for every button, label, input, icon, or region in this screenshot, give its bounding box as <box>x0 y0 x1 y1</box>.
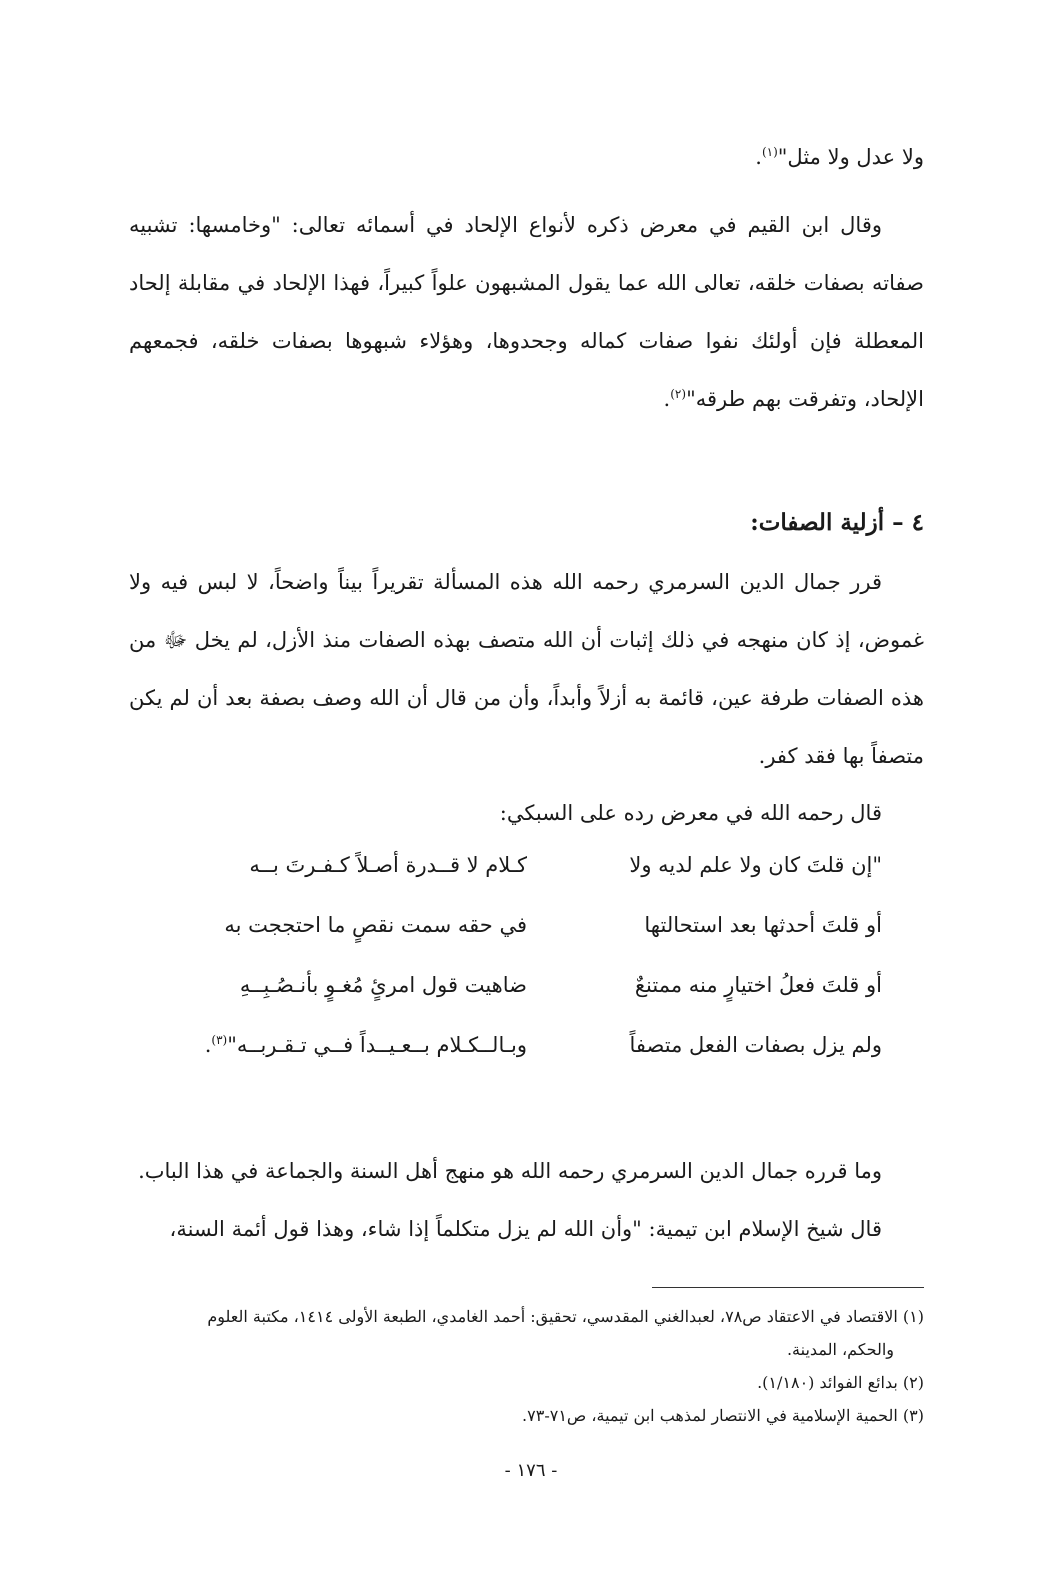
verse-end: . <box>204 1033 212 1057</box>
section-heading: ٤ – أزلية الصفات: <box>750 509 924 536</box>
paragraph-ibn-qayyim <box>129 196 924 428</box>
verse-second-hemistich: كـلام لا قــدرة أصـلاً كـفـرتَ بــه <box>249 853 527 877</box>
footnote-separator <box>652 1287 924 1288</box>
footnotes-section <box>129 1300 924 1432</box>
verse-text: وبـالــكـلام بــعـيــداً فــي تـقـربــه" <box>227 1033 527 1057</box>
footnote-2: (٢) بدائع الفوائد (١/١٨٠). <box>757 1373 924 1392</box>
verse-first-hemistich: ولم يزل بصفات الفعل متصفاً <box>629 1033 882 1057</box>
paragraph-1-end: . <box>755 145 762 169</box>
poem-verse <box>182 835 882 895</box>
verse-second-hemistich <box>182 1033 547 1057</box>
closing-paragraphs <box>129 1142 924 1258</box>
paragraph-2-text: وقال ابن القيم في معرض ذكره لأنواع الإلحاد في أسمائه تعالى: "وخامسها: تشبيه صفاته بصفات خلقه، تعالى الله عما يقول المشبهون علواً كبيراً، فهذا الإلحاد في مقابلة إلحاد المعطلة فإن أولئك نفوا صفات كماله وجحدوها، وهؤلاء شبهوها بصفات خلقه، فجمعهم الإلحاد، وتفرقت بهم طرقه" <box>129 213 924 411</box>
footnote-1-continuation: والحكم، المدينة. <box>786 1340 894 1359</box>
paragraph-1-text: ولا عدل ولا مثل" <box>777 145 924 169</box>
poem-block <box>182 835 882 1075</box>
verse-second-hemistich: في حقه سمت نقصٍ ما احتججت به <box>224 913 527 937</box>
poem-introduction: قال رحمه الله في معرض رده على السبكي: <box>499 801 882 825</box>
poem-verse <box>182 955 882 1015</box>
poem-verse <box>182 895 882 955</box>
poem-verse <box>182 1015 882 1075</box>
footnote-3: (٣) الحمية الإسلامية في الانتصار لمذهب ابن تيمية، ص٧١-٧٣. <box>522 1406 924 1425</box>
paragraph-4-text: وما قرره جمال الدين السرمري رحمه الله هو منهج أهل السنة والجماعة في هذا الباب. <box>138 1159 882 1183</box>
footnote-1: (١) الاقتصاد في الاعتقاد ص٧٨، لعبدالغني المقدسي، تحقيق: أحمد الغامدي، الطبعة الأولى ١٤١٤، مكتبة العلوم <box>207 1307 924 1326</box>
paragraph-azaliyya <box>129 553 924 785</box>
page-number: - ١٧٦ - <box>504 1460 558 1481</box>
verse-first-hemistich: "إن قلتَ كان ولا علم لديه ولا <box>629 853 882 877</box>
paragraph-3-text: قرر جمال الدين السرمري رحمه الله هذه المسألة تقريراً بيناً واضحاً، لا لبس فيه ولا غموض، إذ كان منهجه في ذلك إثبات أن الله متصف بهذه الصفات منذ الأزل، لم يخل ﷻ من هذه الصفات طرفة عين، قائمة به أزلاً وأبداً، وأن من قال أن الله وصف بصفة بعد أن لم يكن متصفاً بها فقد كفر. <box>129 570 924 768</box>
paragraph-2-end: . <box>663 387 671 411</box>
paragraph-5-text: قال شيخ الإسلام ابن تيمية: "وأن الله لم يزل متكلماً إذا شاء، وهذا قول أئمة السنة، <box>169 1217 882 1241</box>
footnote-marker-2: (٢) <box>670 387 687 401</box>
verse-second-hemistich: ضاهيت قول امرئٍ مُغـوٍ بأنـصُـبِــهِ <box>239 973 527 997</box>
verse-first-hemistich: أو قلتَ فعلُ اختيارٍ منه ممتنعٌ <box>634 973 882 997</box>
footnote-marker-3: (٣) <box>211 1033 228 1047</box>
paragraph-continuation <box>129 128 924 186</box>
verse-first-hemistich: أو قلتَ أحدثها بعد استحالتها <box>644 913 882 937</box>
footnote-marker-1: (١) <box>761 145 778 159</box>
